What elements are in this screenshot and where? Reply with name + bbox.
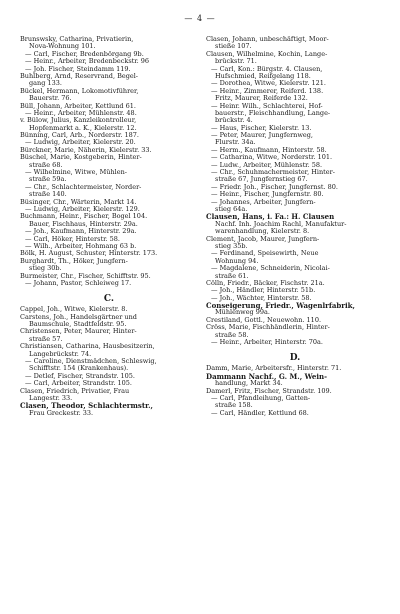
sub-entry: — Johann, Pastor, Schleiweg 17. [25, 278, 132, 287]
entry-continuation: Wohnung 94. [215, 256, 259, 265]
sub-entry: — Caroline, Dienstmädchen, Schleswig, [25, 357, 157, 366]
directory-entry: Burghardt, Th., Höker, Jungfern- [20, 256, 128, 265]
directory-entry: Buhlberg, Arnd, Reservrand, Begel- [20, 71, 138, 80]
directory-entry: Damm, Marie, Arbeitersfr., Hinterstr. 71. [206, 364, 342, 373]
right-column [206, 36, 384, 417]
entry-continuation: Mühlenweg 99a. [215, 308, 270, 317]
entry-continuation: Schifftstr. 154 (Krankenhaus). [29, 364, 129, 373]
directory-entry: Christiansen, Catharina, Hausbesitzerin, [20, 342, 155, 351]
entry-continuation: straße 58. [215, 330, 249, 339]
directory-entry: Bückel, Hermann, Lokomotivführer, [20, 86, 139, 95]
entry-continuation: Langebrückstr. 74. [29, 349, 92, 358]
sub-entry: — Magdalene, Schneiderin, Nicolai- [211, 264, 330, 273]
directory-entry: Büsinger, Chr., Wärterin, Markt 14. [20, 197, 137, 206]
page-number: — 4 — [184, 14, 216, 23]
sub-entry: — Haus, Fischer, Kielerstr. 13. [211, 123, 312, 132]
entry-continuation: stieg 35b. [215, 241, 248, 250]
sub-entry: — Joh., Händler, Hinterstr. 51b. [211, 286, 316, 295]
sub-entry: — Friedr. Joh., Fischer, Jungfernst. 80. [211, 182, 338, 191]
sub-entry: — Detlef, Fischer, Strandstr. 105. [25, 371, 135, 380]
directory-entry: Bünning, Carl, Arb., Norderstr. 187. [20, 131, 139, 140]
sub-entry: — Wilhelmine, Witwe, Mühlen- [25, 168, 127, 177]
entry-continuation: straße 158. [215, 401, 253, 410]
entry-continuation: brückstr. 4. [215, 116, 253, 125]
sub-entry: — Heinr., Arbeiter, Bredenbeckstr. 96 [25, 57, 150, 66]
entry-continuation: Frau Greckestr. 33. [29, 408, 94, 417]
entry-continuation: handlung, Markt 34. [215, 379, 283, 388]
sub-entry: — Carl, Fischer, Bredenbörgang 9b. [25, 49, 144, 58]
entry-continuation: gang 133. [29, 79, 62, 88]
advertised-entry: Clasen, Theodor, Schlachtermstr., [20, 401, 153, 411]
sub-entry: — Ludwig, Arbeiter, Kielerstr. 20. [25, 138, 136, 147]
entry-continuation: straße 67, Jungfernstieg 67. [215, 175, 308, 184]
sub-entry: — Ludwig, Arbeiter, Kielerstr. 129. [25, 204, 140, 213]
entry-continuation: straße 140. [29, 190, 67, 199]
advertised-entry: Dammann Nachf., G. M., Wein- [206, 371, 327, 381]
entry-continuation: bauerstr., Fleischhandlung, Lange- [215, 108, 331, 117]
entry-continuation: Nachf. Inh. Joachim Rachl, Manufaktur- [215, 219, 347, 228]
directory-entry: Carstens, Joh., Handelsgärtner und [20, 312, 137, 321]
directory-entry: Damerl, Fritz, Fischer, Strandstr. 109. [206, 386, 332, 395]
entry-continuation: Nova-Wohnung 101. [29, 42, 96, 51]
entry-continuation: Bauer, Fischhaus, Hinterstr. 29a. [29, 219, 138, 228]
directory-entry: Büll, Johann, Arbeiter, Kettlund 61. [20, 101, 136, 110]
directory-entry: Cröss, Marie, Fischhändlerin, Hinter- [206, 323, 330, 332]
entry-continuation: brückstr. 71. [215, 57, 257, 66]
directory-entry: Büschel, Marie, Kostgeberin, Hinter- [20, 153, 142, 162]
directory-entry: Brunswsky, Catharina, Privatierin, [20, 36, 134, 43]
directory-entry: Clasen, Friedrich, Privatier, Frau [20, 386, 130, 395]
entry-continuation: stieg 64a. [215, 204, 248, 213]
sub-entry: — Dorothea, Witwe, Kielerstr. 121. [211, 79, 326, 88]
entry-continuation: stieße 107. [215, 42, 252, 51]
entry-continuation: Fritz, Maurer, Reiferde 132. [215, 94, 308, 103]
sub-entry: — Chr., Schuhmachermeister, Hinter- [211, 168, 335, 177]
sub-entry: — Heinr., Zimmerer, Reiferd. 138. [211, 86, 324, 95]
directory-entry: Clasen, Johann, unbeschäftigt, Moor- [206, 36, 329, 43]
advertised-entry: Clausen, Hans, i. Fa.: H. Clausen [206, 212, 335, 222]
entry-continuation: warenhandlung, Kielerstr. 8. [215, 227, 310, 236]
sub-entry: — Ferdinand, Speisewirth, Neue [211, 249, 319, 258]
section-letter: C. [103, 294, 115, 305]
directory-entry: Burmeister, Chr., Fischer, Schifftstr. 95. [20, 271, 151, 280]
sub-entry: — Joh. Fischer, Steindamm 119. [25, 64, 131, 73]
entry-continuation: straße 68. [29, 160, 63, 169]
directory-entry: v. Bülow, Julius, Kanzleikontrolleur, [20, 116, 137, 125]
advertised-entry: Conseigerung, Friedr., Wagenlrfabrik, [206, 301, 355, 311]
sub-entry: — Carl, Händler, Kettlund 68. [211, 408, 309, 417]
directory-entry: Clement, Jacob, Maurer, Jungfern- [206, 234, 320, 243]
directory-entry: Crestiland, Gottl., Neuewohn. 110. [206, 315, 322, 324]
entry-continuation: Bauerstr. 76. [29, 94, 72, 103]
sub-entry: — Johannes, Arbeiter, Jungfern- [211, 197, 316, 206]
directory-entry: Buchmann, Heinr., Fischer, Bogel 104. [20, 212, 148, 221]
entry-continuation: straße 57. [29, 334, 63, 343]
sub-entry: — Ludw., Arbeiter, Mühlenstr. 58. [211, 160, 323, 169]
sub-entry: — Heinr., Arbeiter, Hinterstr. 70a. [211, 338, 323, 347]
directory-entry: Cölln, Friedr., Bäcker, Fischstr. 21a. [206, 278, 325, 287]
sub-entry: — Carl, Pfandleihung, Gatten- [211, 393, 311, 402]
sub-entry: — Herm., Kaufmann, Hinterstr. 58. [211, 145, 327, 154]
entry-continuation: stieg 30b. [29, 264, 62, 273]
sub-entry: — Carl, Arbeiter, Strandstr. 105. [25, 379, 132, 388]
entry-continuation: Flurstr. 34a. [215, 138, 256, 147]
sub-entry: — Carl, Höker, Hinterstr. 58. [25, 234, 120, 243]
sub-entry: — Joh., Wächter, Hinterstr. 58. [211, 293, 312, 302]
entry-continuation: Hopfenmarkt a. K., Kielerstr. 12. [29, 123, 137, 132]
section-letter: D. [289, 353, 301, 364]
left-column [20, 36, 198, 417]
directory-entry: Bölk, H. August, Schuster, Hinterstr. 173. [20, 249, 158, 258]
directory-entry: Bürckner, Marie, Näherin, Kielerstr. 33. [20, 145, 152, 154]
directory-entry: Clausen, Wilhelmine, Kochin, Lange- [206, 49, 328, 58]
directory-entry: Christensen, Peter, Maurer, Hinter- [20, 327, 137, 336]
directory-entry: Cappel, Joh., Witwe, Kielerstr. 8. [20, 305, 128, 314]
entry-continuation: Hufschmied, Reifgelang 118. [215, 71, 311, 80]
sub-entry: — Wilh., Arbeiter, Hohmang 63 b. [25, 241, 137, 250]
sub-entry: — Carl, Kon.: Bürgstr. 4. Clausen, [211, 64, 323, 73]
sub-entry: — Catharina, Witwe, Norderstr. 101. [211, 153, 333, 162]
entry-continuation: Baumschule, Stadtfeldstr. 95. [29, 320, 127, 329]
sub-entry: — Heinr. Wilh., Schlachterei, Hof- [211, 101, 323, 110]
entry-continuation: straße 61. [215, 271, 249, 280]
entry-continuation: Langestr. 33. [29, 393, 73, 402]
sub-entry: — Chr., Schlachtermeister, Norder- [25, 182, 142, 191]
sub-entry: — Joh., Kaufmann, Hinterstr. 29a. [25, 227, 137, 236]
sub-entry: — Peter, Maurer, Jungfernweg, [211, 131, 313, 140]
entry-continuation: straße 59a. [29, 175, 67, 184]
sub-entry: — Heinr., Fischer, Jungfernstr. 80. [211, 190, 324, 199]
sub-entry: — Heinr., Arbeiter, Mühlenstr. 48. [25, 108, 137, 117]
